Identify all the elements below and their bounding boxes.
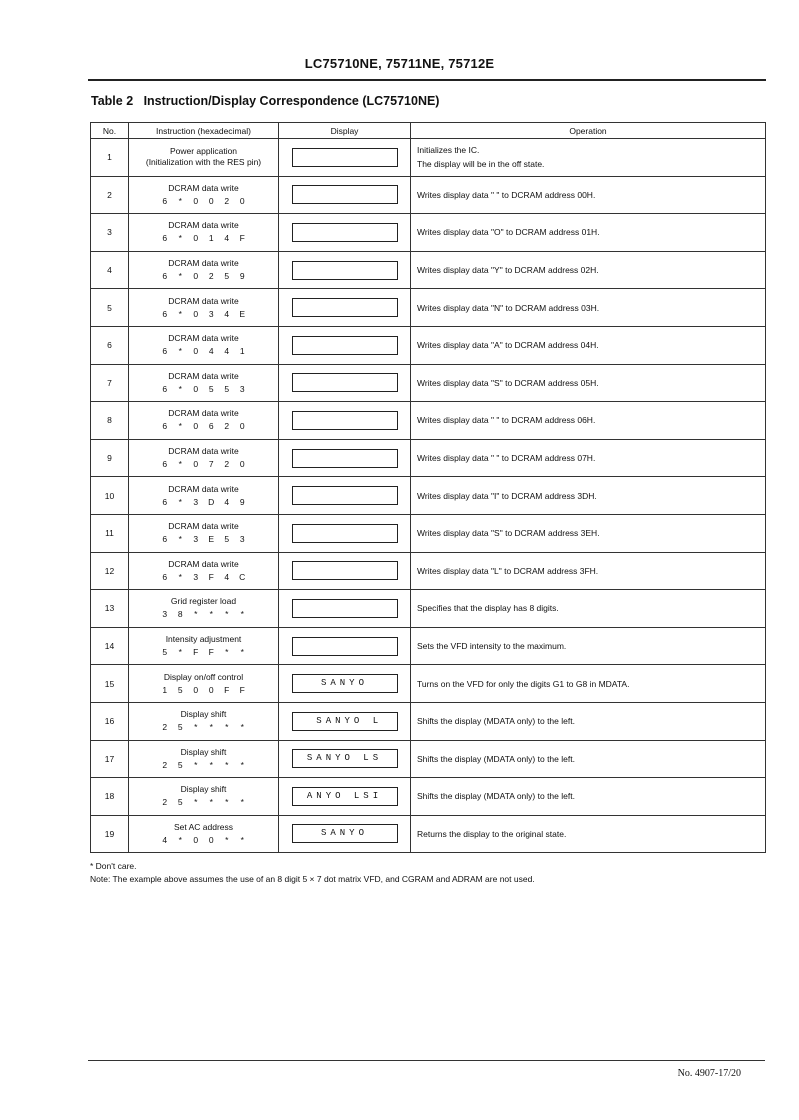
operation-cell: [411, 139, 766, 177]
hex-digit: *: [178, 459, 182, 470]
instruction-cell: [129, 665, 279, 703]
hex-digit: *: [194, 759, 198, 770]
hex-digit: 9: [239, 271, 245, 282]
operation-text: Shifts the display (MDATA only) to the left.: [417, 753, 575, 764]
hex-digit: 0: [208, 684, 214, 695]
instruction-hex-code: [129, 497, 278, 508]
hex-digit: 2: [208, 271, 214, 282]
instruction-detail: (Initialization with the RES pin): [145, 157, 262, 168]
instruction-name: DCRAM data write: [168, 408, 239, 419]
hex-digit: 6: [162, 421, 168, 432]
hex-digit: 2: [224, 459, 230, 470]
display-cell: [279, 590, 411, 628]
hex-digit: 0: [193, 684, 199, 695]
instruction-cell: [129, 815, 279, 853]
row-number: 3: [91, 214, 129, 252]
operation-cell: [411, 402, 766, 440]
hex-digit: 9: [239, 496, 245, 507]
hex-digit: 6: [208, 421, 214, 432]
table-row: [91, 214, 766, 252]
hex-digit: *: [178, 421, 182, 432]
column-header-instruction: Instruction (hexadecimal): [129, 123, 279, 139]
operation-text: Shifts the display (MDATA only) to the left.: [417, 791, 575, 802]
hex-digit: *: [240, 722, 244, 733]
hex-digit: 3: [239, 534, 245, 545]
hex-digit: 0: [239, 421, 245, 432]
operation-cell: [411, 627, 766, 665]
hex-digit: *: [194, 609, 198, 620]
row-number: 5: [91, 289, 129, 327]
instruction-cell: [129, 514, 279, 552]
operation-cell: [411, 364, 766, 402]
instruction-cell: [129, 289, 279, 327]
table-row: [91, 627, 766, 665]
row-number: 6: [91, 326, 129, 364]
instruction-name: DCRAM data write: [168, 446, 239, 457]
instruction-hex-code: [129, 384, 278, 395]
instruction-name: DCRAM data write: [168, 370, 239, 381]
hex-digit: 6: [162, 496, 168, 507]
display-cell: [279, 326, 411, 364]
hex-digit: *: [178, 383, 182, 394]
operation-cell: [411, 176, 766, 214]
operation-text: Returns the display to the original state.: [417, 828, 567, 839]
table-row: [91, 139, 766, 177]
instruction-cell: [129, 590, 279, 628]
operation-cell: [411, 439, 766, 477]
instruction-hex-code: [129, 685, 278, 696]
vfd-display-box: SANYO: [292, 824, 398, 843]
operation-text: Writes display data "S" to DCRAM address 05H.: [417, 377, 599, 388]
table-body: [91, 139, 766, 853]
instruction-name: Set AC address: [173, 821, 234, 832]
operation-text: Writes display data "O" to DCRAM address 01H.: [417, 227, 600, 238]
hex-digit: *: [178, 647, 182, 658]
hex-digit: *: [178, 233, 182, 244]
operation-cell: [411, 740, 766, 778]
table-row: [91, 778, 766, 816]
hex-digit: 2: [224, 195, 230, 206]
vfd-display-box: SANYO: [292, 674, 398, 693]
hex-digit: *: [178, 496, 182, 507]
document-header-title: LC75710NE, 75711NE, 75712E: [304, 56, 495, 71]
instruction-table-container: [90, 122, 765, 853]
hex-digit: 2: [162, 759, 168, 770]
hex-digit: *: [240, 759, 244, 770]
hex-digit: *: [178, 571, 182, 582]
hex-digit: *: [225, 722, 229, 733]
column-header-display: Display: [279, 123, 411, 139]
hex-digit: F: [193, 647, 199, 658]
row-number: 9: [91, 439, 129, 477]
footer-rule: [88, 1060, 765, 1061]
hex-digit: 0: [193, 421, 199, 432]
hex-digit: *: [178, 195, 182, 206]
column-header-no: No.: [91, 123, 129, 139]
hex-digit: 4: [208, 346, 214, 357]
vfd-display-box: [292, 486, 398, 505]
instruction-hex-code: [129, 647, 278, 658]
hex-digit: *: [225, 609, 229, 620]
hex-digit: 1: [239, 346, 245, 357]
hex-digit: *: [240, 797, 244, 808]
instruction-hex-code: [129, 309, 278, 320]
hex-digit: 5: [162, 647, 168, 658]
display-cell: [279, 778, 411, 816]
instruction-cell: [129, 251, 279, 289]
hex-digit: 0: [193, 834, 199, 845]
vfd-display-box: [292, 336, 398, 355]
instruction-cell: [129, 439, 279, 477]
instruction-hex-code: [129, 459, 278, 470]
hex-digit: 0: [193, 233, 199, 244]
display-cell: [279, 815, 411, 853]
hex-digit: 4: [224, 496, 230, 507]
operation-text: Writes display data "A" to DCRAM address 04H.: [417, 340, 599, 351]
instruction-hex-code: [129, 196, 278, 207]
hex-digit: E: [208, 534, 215, 545]
row-number: 10: [91, 477, 129, 515]
instruction-name: DCRAM data write: [168, 220, 239, 231]
hex-digit: 5: [224, 383, 230, 394]
display-cell: [279, 139, 411, 177]
instruction-name: DCRAM data write: [168, 333, 239, 344]
header-rule: [88, 79, 766, 81]
vfd-display-box: [292, 411, 398, 430]
row-number: 11: [91, 514, 129, 552]
instruction-name: Grid register load: [170, 596, 237, 607]
operation-text: Sets the VFD intensity to the maximum.: [417, 641, 567, 652]
row-number: 14: [91, 627, 129, 665]
operation-text: Writes display data "N" to DCRAM address 03H.: [417, 302, 600, 313]
operation-cell: [411, 778, 766, 816]
instruction-hex-code: [129, 346, 278, 357]
vfd-display-box: [292, 561, 398, 580]
table-row: [91, 702, 766, 740]
hex-digit: 6: [162, 233, 168, 244]
instruction-name: DCRAM data write: [168, 558, 239, 569]
hex-digit: *: [209, 722, 213, 733]
table-row: [91, 665, 766, 703]
vfd-display-box: ANYO LSI: [292, 787, 398, 806]
table-row: [91, 176, 766, 214]
operation-text: Writes display data " " to DCRAM address 07H.: [417, 453, 596, 464]
hex-digit: 1: [162, 684, 168, 695]
display-cell: [279, 439, 411, 477]
instruction-name: Display shift: [180, 709, 227, 720]
instruction-cell: [129, 402, 279, 440]
hex-digit: *: [225, 797, 229, 808]
instruction-hex-code: [129, 722, 278, 733]
hex-digit: *: [178, 346, 182, 357]
table-row: [91, 740, 766, 778]
hex-digit: 6: [162, 459, 168, 470]
table-row: [91, 439, 766, 477]
hex-digit: 1: [208, 233, 214, 244]
table-row: [91, 514, 766, 552]
operation-cell: [411, 665, 766, 703]
instruction-hex-code: [129, 271, 278, 282]
row-number: 8: [91, 402, 129, 440]
operation-text: Shifts the display (MDATA only) to the left.: [417, 716, 575, 727]
operation-text: Writes display data " " to DCRAM address 06H.: [417, 415, 596, 426]
row-number: 17: [91, 740, 129, 778]
display-cell: [279, 176, 411, 214]
instruction-cell: [129, 477, 279, 515]
vfd-display-box: [292, 148, 398, 167]
row-number: 1: [91, 139, 129, 177]
hex-digit: 0: [193, 308, 199, 319]
vfd-display-box: SANYO LS: [292, 749, 398, 768]
hex-digit: 4: [224, 308, 230, 319]
table-header-row: [91, 123, 766, 139]
operation-text: Turns on the VFD for only the digits G1 to G8 in MDATA.: [417, 678, 630, 689]
hex-digit: *: [209, 759, 213, 770]
instruction-hex-code: [129, 421, 278, 432]
instruction-hex-code: [129, 609, 278, 620]
display-cell: [279, 665, 411, 703]
operation-cell: [411, 815, 766, 853]
row-number: 18: [91, 778, 129, 816]
row-number: 12: [91, 552, 129, 590]
instruction-name: DCRAM data write: [168, 483, 239, 494]
display-cell: [279, 289, 411, 327]
vfd-display-box: [292, 185, 398, 204]
hex-digit: *: [178, 308, 182, 319]
hex-digit: 2: [162, 797, 168, 808]
hex-digit: 6: [162, 534, 168, 545]
operation-cell: [411, 326, 766, 364]
hex-digit: F: [224, 684, 230, 695]
hex-digit: *: [240, 647, 244, 658]
vfd-display-box: [292, 373, 398, 392]
instruction-name: Display shift: [180, 746, 227, 757]
table-row: [91, 326, 766, 364]
operation-cell: [411, 251, 766, 289]
display-cell: [279, 251, 411, 289]
operation-cell: [411, 590, 766, 628]
hex-digit: 4: [224, 571, 230, 582]
hex-digit: F: [239, 684, 245, 695]
hex-digit: 4: [162, 834, 168, 845]
hex-digit: 4: [224, 346, 230, 357]
hex-digit: C: [239, 571, 246, 582]
instruction-hex-code: [129, 760, 278, 771]
hex-digit: 6: [162, 308, 168, 319]
hex-digit: 8: [177, 609, 183, 620]
instruction-name: Display shift: [180, 784, 227, 795]
instruction-name: DCRAM data write: [168, 521, 239, 532]
instruction-cell: [129, 778, 279, 816]
hex-digit: *: [194, 722, 198, 733]
hex-digit: 2: [224, 421, 230, 432]
operation-text-detail: The display will be in the off state.: [417, 159, 545, 170]
table-note: Note: The example above assumes the use of an 8 digit 5 × 7 dot matrix VFD, and CGRAM and ADRAM are not used.: [90, 874, 535, 884]
hex-digit: F: [208, 647, 214, 658]
hex-digit: 5: [224, 534, 230, 545]
hex-digit: 5: [177, 684, 183, 695]
hex-digit: 5: [208, 383, 214, 394]
instruction-cell: [129, 702, 279, 740]
hex-digit: 5: [177, 722, 183, 733]
instruction-hex-code: [129, 534, 278, 545]
operation-cell: [411, 702, 766, 740]
table-caption: Table 2 Instruction/Display Correspondence (LC75710NE): [91, 94, 440, 108]
hex-digit: 3: [162, 609, 168, 620]
display-cell: [279, 477, 411, 515]
row-number: 7: [91, 364, 129, 402]
hex-digit: *: [209, 797, 213, 808]
page-number: No. 4907-17/20: [677, 1068, 741, 1079]
hex-digit: *: [225, 647, 229, 658]
instruction-display-table: [90, 122, 766, 853]
hex-digit: 6: [162, 571, 168, 582]
vfd-display-box: [292, 298, 398, 317]
instruction-cell: [129, 214, 279, 252]
hex-digit: 0: [193, 383, 199, 394]
hex-digit: 0: [193, 459, 199, 470]
hex-digit: 6: [162, 346, 168, 357]
hex-digit: *: [178, 271, 182, 282]
operation-text: Specifies that the display has 8 digits.: [417, 603, 559, 614]
hex-digit: F: [208, 571, 214, 582]
table-row: [91, 477, 766, 515]
hex-digit: 0: [193, 346, 199, 357]
row-number: 15: [91, 665, 129, 703]
hex-digit: *: [240, 834, 244, 845]
row-number: 2: [91, 176, 129, 214]
instruction-cell: [129, 627, 279, 665]
column-header-operation: Operation: [411, 123, 766, 139]
table-row: [91, 590, 766, 628]
hex-digit: 5: [177, 797, 183, 808]
hex-digit: 3: [239, 383, 245, 394]
operation-text: Writes display data "S" to DCRAM address 3EH.: [417, 528, 600, 539]
operation-cell: [411, 477, 766, 515]
operation-cell: [411, 289, 766, 327]
hex-digit: D: [208, 496, 215, 507]
vfd-display-box: SANYO L: [292, 712, 398, 731]
hex-digit: *: [178, 534, 182, 545]
vfd-display-box: [292, 637, 398, 656]
hex-digit: 3: [193, 571, 199, 582]
vfd-display-box: [292, 449, 398, 468]
hex-digit: *: [194, 797, 198, 808]
operation-text: Writes display data "Y" to DCRAM address 02H.: [417, 265, 599, 276]
vfd-display-box: [292, 599, 398, 618]
hex-digit: 6: [162, 195, 168, 206]
hex-digit: 5: [177, 759, 183, 770]
hex-digit: 0: [208, 834, 214, 845]
hex-digit: 0: [193, 271, 199, 282]
instruction-hex-code: [129, 835, 278, 846]
instruction-name: Power application: [169, 146, 238, 157]
instruction-cell: [129, 364, 279, 402]
hex-digit: *: [225, 834, 229, 845]
hex-digit: 3: [208, 308, 214, 319]
footnote: * Don't care.: [90, 861, 137, 871]
instruction-cell: [129, 176, 279, 214]
row-number: 19: [91, 815, 129, 853]
row-number: 4: [91, 251, 129, 289]
instruction-cell: [129, 326, 279, 364]
hex-digit: *: [240, 609, 244, 620]
hex-digit: 0: [208, 195, 214, 206]
display-cell: [279, 364, 411, 402]
hex-digit: F: [239, 233, 245, 244]
display-cell: [279, 214, 411, 252]
hex-digit: 2: [162, 722, 168, 733]
operation-text: Writes display data "L" to DCRAM address 3FH.: [417, 565, 599, 576]
operation-cell: [411, 214, 766, 252]
instruction-name: DCRAM data write: [168, 295, 239, 306]
hex-digit: 4: [224, 233, 230, 244]
table-row: [91, 289, 766, 327]
operation-text: Writes display data " " to DCRAM address 00H.: [417, 189, 596, 200]
row-number: 13: [91, 590, 129, 628]
display-cell: [279, 514, 411, 552]
table-row: [91, 364, 766, 402]
hex-digit: *: [225, 759, 229, 770]
instruction-name: Display on/off control: [163, 671, 244, 682]
instruction-cell: [129, 139, 279, 177]
hex-digit: *: [209, 609, 213, 620]
table-row: [91, 552, 766, 590]
operation-text: Initializes the IC.: [417, 145, 480, 156]
display-cell: [279, 740, 411, 778]
hex-digit: 0: [193, 195, 199, 206]
instruction-name: Intensity adjustment: [165, 634, 242, 645]
hex-digit: 3: [193, 496, 199, 507]
hex-digit: *: [178, 834, 182, 845]
hex-digit: 3: [193, 534, 199, 545]
table-row: [91, 251, 766, 289]
hex-digit: 0: [239, 195, 245, 206]
operation-cell: [411, 552, 766, 590]
display-cell: [279, 552, 411, 590]
instruction-hex-code: [129, 797, 278, 808]
instruction-hex-code: [129, 572, 278, 583]
vfd-display-box: [292, 223, 398, 242]
instruction-cell: [129, 552, 279, 590]
table-row: [91, 402, 766, 440]
row-number: 16: [91, 702, 129, 740]
instruction-hex-code: [129, 233, 278, 244]
hex-digit: 7: [208, 459, 214, 470]
vfd-display-box: [292, 261, 398, 280]
hex-digit: 5: [224, 271, 230, 282]
hex-digit: 0: [239, 459, 245, 470]
instruction-name: DCRAM data write: [168, 182, 239, 193]
display-cell: [279, 627, 411, 665]
hex-digit: 6: [162, 271, 168, 282]
hex-digit: E: [239, 308, 246, 319]
operation-cell: [411, 514, 766, 552]
display-cell: [279, 702, 411, 740]
hex-digit: 6: [162, 383, 168, 394]
operation-text: Writes display data "I" to DCRAM address 3DH.: [417, 490, 597, 501]
instruction-name: DCRAM data write: [168, 258, 239, 269]
table-row: [91, 815, 766, 853]
instruction-cell: [129, 740, 279, 778]
vfd-display-box: [292, 524, 398, 543]
display-cell: [279, 402, 411, 440]
